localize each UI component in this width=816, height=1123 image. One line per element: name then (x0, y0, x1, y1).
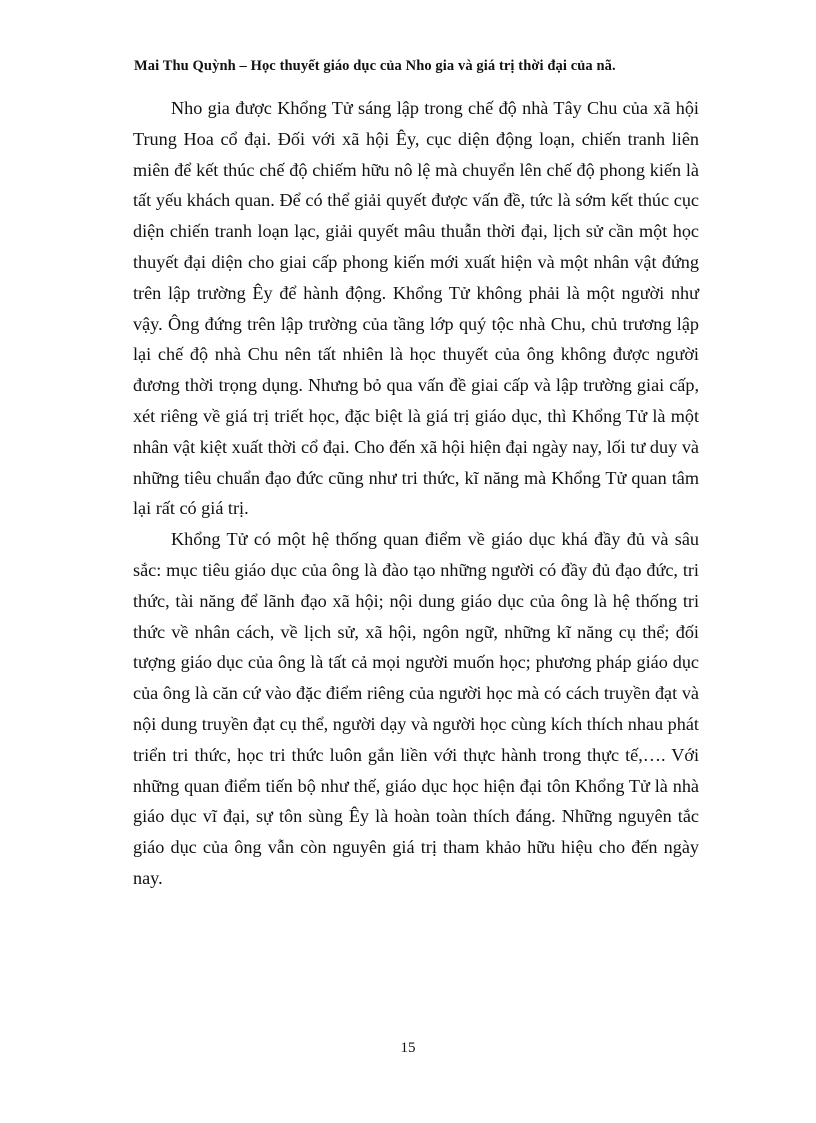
body-text (133, 93, 699, 894)
page-number: 15 (400, 1040, 416, 1056)
paragraph-1: Nho gia được Khổng Tử sáng lập trong chế độ nhà Tây Chu của xã hội Trung Hoa cổ đại. Đối với xã hội Êy, cục diện động loạn, chiến tranh liên miên để kết thúc chế độ chiếm hữu nô lệ mà chuyển lên chế độ phong kiến là tất yếu khách quan. Để có thể giải quyết được vấn đề, tức là sớm kết thúc cục diện chiến tranh loạn lạc, giải quyết mâu thuẫn thời đại, lịch sử cần một học thuyết đại diện cho giai cấp phong kiến mới xuất hiện và một nhân vật đứng trên lập trường Êy để hành động. Khổng Tử không phải là một người như vậy. Ông đứng trên lập trường của tầng lớp quý tộc nhà Chu, chủ trương lập lại chế độ nhà Chu nên tất nhiên là học thuyết của ông không được người đương thời trọng dụng. Nhưng bỏ qua vấn đề giai cấp và lập trường giai cấp, xét riêng về giá trị triết học, đặc biệt là giá trị giáo dục, thì Khổng Tử là một nhân vật kiệt xuất thời cổ đại. Cho đến xã hội hiện đại ngày nay, lối tư duy và những tiêu chuẩn đạo đức cũng như tri thức, kĩ năng mà Khổng Tử quan tâm lại rất có giá trị. (133, 98, 699, 519)
running-header: Mai Thu Quỳnh – Học thuyết giáo dục của Nho gia và giá trị thời đại của nã. (134, 58, 616, 74)
paragraph-2: Khổng Tử có một hệ thống quan điểm về giáo dục khá đầy đủ và sâu sắc: mục tiêu giáo dục của ông là đào tạo những người có đầy đủ đạo đức, tri thức, tài năng để lãnh đạo xã hội; nội dung giáo dục của ông là hệ thống tri thức về nhân cách, về lịch sử, xã hội, ngôn ngữ, những kĩ năng cụ thể; đối tượng giáo dục của ông là tất cả mọi người muốn học; phương pháp giáo dục của ông là căn cứ vào đặc điểm riêng của người học mà có cách truyền đạt và nội dung truyền đạt cụ thể, người dạy và người học cùng kích thích nhau phát triển tri thức, học tri thức luôn gắn liền với thực hành trong thực tế,…. Với những quan điểm tiến bộ như thế, giáo dục học hiện đại tôn Khổng Tử là nhà giáo dục vĩ đại, sự tôn sùng Êy là hoàn toàn thích đáng. Những nguyên tắc giáo dục của ông vẫn còn nguyên giá trị tham khảo hữu hiệu cho đến ngày nay. (133, 529, 699, 888)
